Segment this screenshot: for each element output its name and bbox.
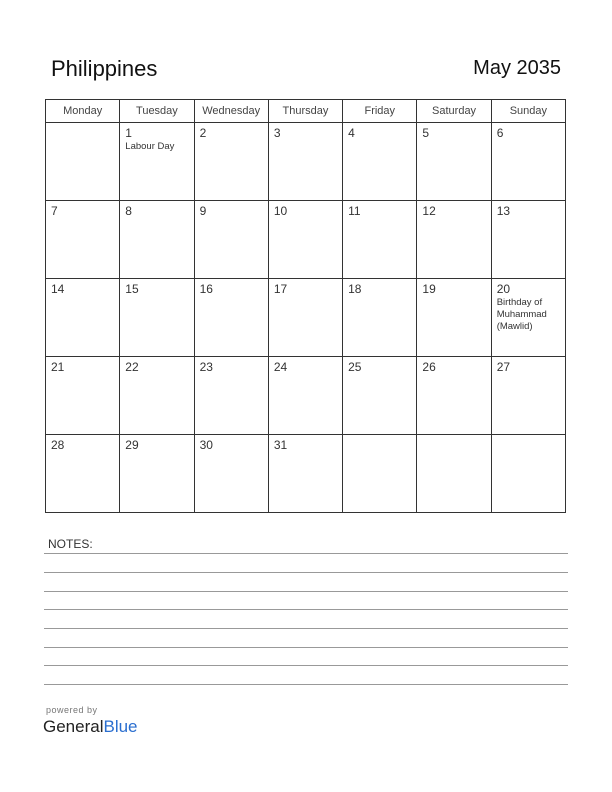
note-line	[44, 609, 568, 610]
day-cell	[343, 201, 417, 279]
day-cell	[120, 201, 194, 279]
day-cell	[194, 279, 268, 357]
weekday-header: Sunday	[491, 100, 565, 123]
weekday-header: Wednesday	[194, 100, 268, 123]
day-cell	[46, 123, 120, 201]
brand-blue: Blue	[103, 717, 138, 736]
day-cell	[491, 123, 565, 201]
day-number: 19	[422, 282, 436, 296]
brand-general: General	[43, 717, 104, 736]
day-cell	[194, 123, 268, 201]
day-cell	[46, 279, 120, 357]
day-number: 8	[125, 204, 132, 218]
day-cell	[343, 123, 417, 201]
weekday-header: Thursday	[268, 100, 342, 123]
day-cell	[491, 279, 565, 357]
weekday-header: Tuesday	[120, 100, 194, 123]
day-number: 22	[125, 360, 139, 374]
day-number: 2	[199, 126, 207, 140]
note-line	[44, 684, 568, 685]
country-title: Philippines	[51, 56, 158, 81]
day-number: 9	[199, 204, 207, 218]
day-number: 13	[496, 204, 511, 218]
day-number: 3	[273, 126, 281, 140]
calendar-body	[46, 123, 566, 513]
day-cell	[268, 201, 342, 279]
day-cell	[417, 201, 491, 279]
holiday-label: Labour Day	[125, 141, 175, 152]
day-number: 18	[348, 282, 362, 296]
day-cell	[46, 357, 120, 435]
week-row	[46, 435, 566, 513]
day-number: 24	[273, 360, 288, 374]
day-cell	[120, 279, 194, 357]
day-number: 11	[348, 204, 361, 218]
day-number: 1	[125, 126, 132, 140]
day-number: 4	[348, 126, 355, 140]
day-number: 23	[199, 360, 213, 374]
day-number: 7	[51, 204, 58, 218]
day-cell	[46, 201, 120, 279]
day-cell	[268, 279, 342, 357]
day-cell	[417, 435, 491, 513]
notes-label: NOTES:	[48, 537, 93, 551]
day-cell	[417, 357, 491, 435]
week-row	[46, 201, 566, 279]
day-cell	[343, 357, 417, 435]
day-cell	[268, 357, 342, 435]
day-cell	[194, 435, 268, 513]
day-cell	[120, 435, 194, 513]
day-cell	[194, 201, 268, 279]
brand-logo	[43, 717, 138, 737]
week-row	[46, 123, 566, 201]
day-cell	[268, 123, 342, 201]
day-number: 10	[273, 204, 288, 218]
day-cell	[343, 279, 417, 357]
day-cell	[268, 435, 342, 513]
week-row	[46, 279, 566, 357]
day-number: 27	[496, 360, 511, 374]
day-number: 28	[51, 438, 65, 452]
day-cell	[343, 435, 417, 513]
day-number: 6	[496, 126, 504, 140]
day-number: 21	[51, 360, 65, 374]
note-line	[44, 665, 568, 666]
weekday-header: Monday	[46, 100, 120, 123]
day-number: 26	[422, 360, 436, 374]
day-number: 20	[496, 282, 511, 296]
day-number: 5	[422, 126, 430, 140]
day-number: 15	[125, 282, 139, 296]
note-line	[44, 591, 568, 592]
note-line	[44, 553, 568, 554]
day-number: 16	[199, 282, 213, 296]
day-number: 14	[51, 282, 65, 296]
day-cell	[120, 123, 194, 201]
month-year-title: May 2035	[473, 57, 561, 79]
day-number: 31	[273, 438, 288, 452]
holiday-label: Birthday of Muhammad (Mawlid)	[496, 297, 547, 332]
day-cell	[491, 435, 565, 513]
day-cell	[491, 201, 565, 279]
weekday-header: Saturday	[417, 100, 491, 123]
day-number: 17	[273, 282, 288, 296]
day-number: 29	[125, 438, 139, 452]
day-number: 30	[199, 438, 213, 452]
day-cell	[46, 435, 120, 513]
weekday-header-row	[46, 100, 566, 123]
powered-by-text: powered by	[46, 705, 98, 715]
day-cell	[194, 357, 268, 435]
day-cell	[417, 123, 491, 201]
day-number: 25	[348, 360, 362, 374]
note-line	[44, 647, 568, 648]
note-line	[44, 572, 568, 573]
calendar-grid	[45, 99, 566, 513]
day-number: 12	[422, 204, 436, 218]
day-cell	[120, 357, 194, 435]
day-cell	[491, 357, 565, 435]
note-line	[44, 628, 568, 629]
weekday-header: Friday	[343, 100, 417, 123]
week-row	[46, 357, 566, 435]
day-cell	[417, 279, 491, 357]
